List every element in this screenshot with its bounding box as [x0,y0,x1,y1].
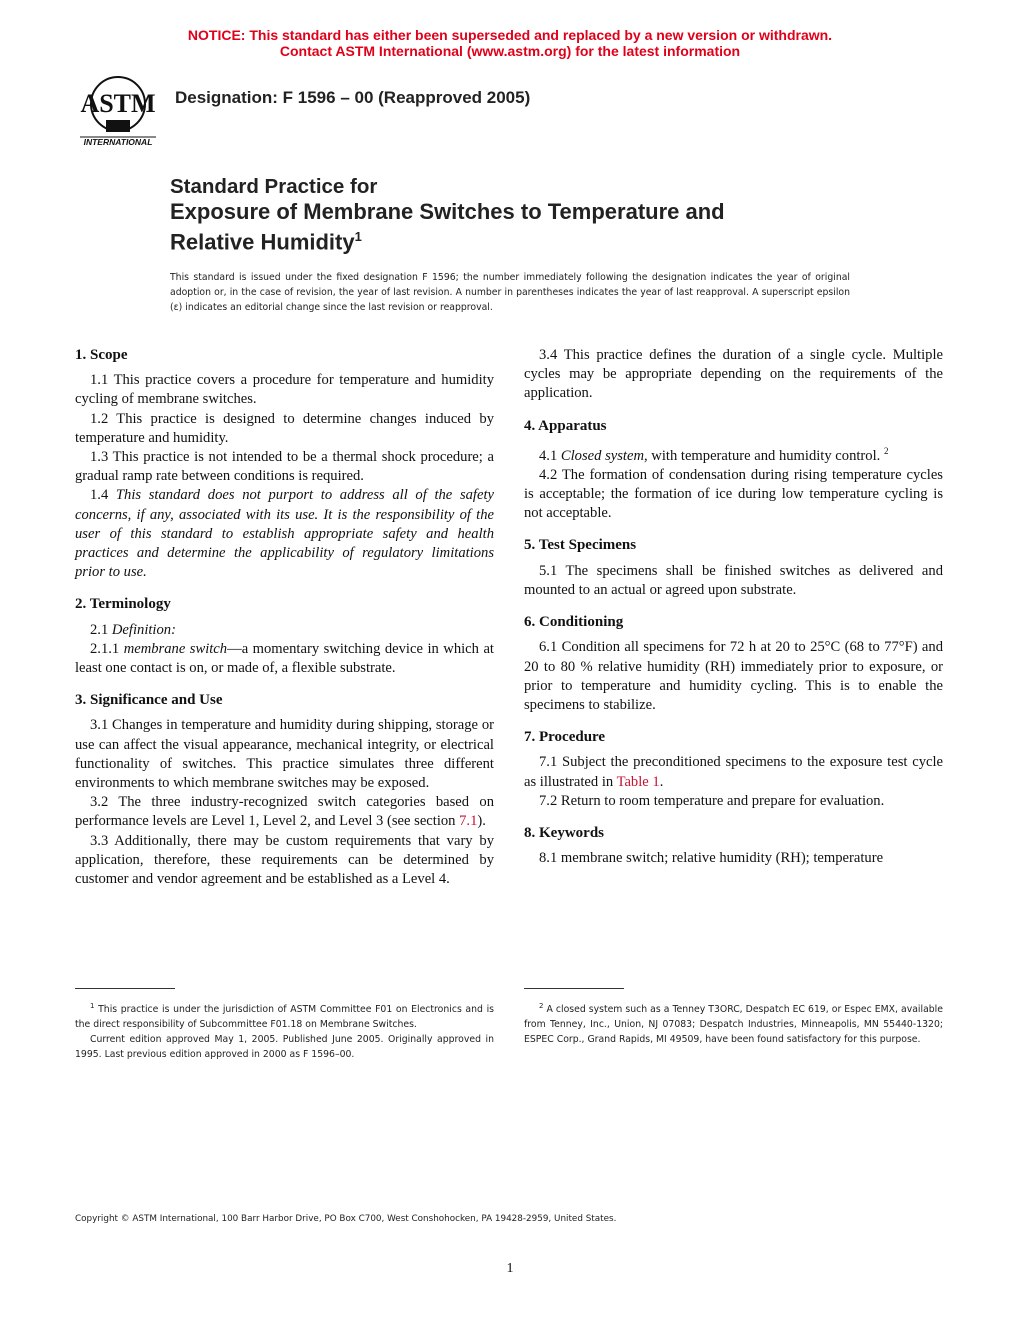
text-run: 1.3 This practice is not intended to be a thermal shock procedure; a gradual ramp rate between conditions is required. [75,449,494,485]
document-title [170,174,725,254]
text-run: 2.1 [90,621,112,638]
footnote-mark: 1 [90,1002,95,1010]
text-run: —a momentary switching device in which at least one contact is on, or made of, a flexible substrate. [75,640,494,677]
text-run: 4.2 The formation of condensation during rising temperature cycles is acceptable; the formation of ice during low temperature cycling is not acceptable. [524,466,943,522]
paragraph [75,640,494,678]
paragraph [75,448,494,486]
title-line-1: Standard Practice for [170,175,378,198]
page-number: 1 [506,1261,514,1276]
text-run: Definition: [111,621,176,638]
text-run: 4.1 [539,447,561,464]
footnote-text: This practice is under the jurisdiction of ASTM Committee F01 on Electronics and is the direct responsibility of Subcommittee F01.18 on Membrane Switches. [75,1004,494,1031]
text-run: 1.4 [90,487,116,504]
text-run: . [659,773,664,790]
section-heading: 1. Scope [75,347,128,363]
footnote-2 [524,999,943,1047]
title-footnote-mark[interactable]: 1 [354,229,362,244]
notice-line-1: NOTICE: This standard has either been superseded and replaced by a new version or withdrawn. [187,27,833,43]
paragraph [524,849,943,868]
section-heading: 8. Keywords [524,824,604,841]
section-heading: 3. Significance and Use [75,692,223,709]
copyright: Copyright © ASTM International, 100 Barr Harbor Drive, PO Box C700, West Conshohocken, PA 19428-2959, United States. [75,1214,617,1224]
paragraph [524,466,943,524]
cross-reference-link[interactable]: Table 1 [616,773,660,790]
text-run: 8.1 membrane switch; relative humidity (RH); temperature [539,850,884,867]
paragraph [75,832,494,890]
cross-reference-link[interactable]: 7.1 [459,813,478,830]
paragraph [75,621,494,640]
text-run: 7.1 Subject the preconditioned specimens to the exposure test cycle as illustrated in [524,754,943,790]
text-run: ). [477,813,486,830]
right-column [524,346,943,868]
section-heading: 4. Apparatus [524,417,607,434]
issued-note: This standard is issued under the fixed designation F 1596; the number immediately following the designation indicates the year of original adoption or, in the case of revision, the year of last revision. A number in parentheses indicates the year of last reapproval. A superscript epsilon (ε) indicates an editorial change since the last revision or reapproval. [170,272,850,313]
paragraph [75,716,494,793]
text-run: 1.1 This practice covers a procedure for temperature and humidity cycling of membrane switches. [75,372,494,408]
paragraph [75,486,494,582]
text-run: 3.4 This practice defines the duration of a single cycle. Multiple cycles may be appropriate depending on the requirements of the application. [524,347,943,402]
text-run: 7.2 Return to room temperature and prepare for evaluation. [539,792,885,809]
paragraph [75,371,494,409]
title-line-2: Exposure of Membrane Switches to Temperature and [170,199,725,224]
svg-text:ASTM: ASTM [80,89,156,118]
paragraph [524,562,943,600]
notice-line-2[interactable]: Contact ASTM International (www.astm.org) for the latest information [279,43,741,59]
footnote-ref[interactable]: 2 [883,445,889,456]
text-run: This standard does not purport to address all of the safety concerns, if any, associated with its use. It is the responsibility of the user of this standard to establish appropriate safety and health practices and determine the applicability of regulatory limitations prior to use. [75,487,494,581]
text-run: , with temperature and humidity control. [644,447,884,464]
footnote-divider [75,988,175,989]
paragraph [524,638,943,715]
paragraph [524,792,943,811]
footnote-mark: 2 [539,1002,544,1010]
text-run: membrane switch [123,640,228,657]
paragraph [75,793,494,831]
text-run: 3.2 The three industry-recognized switch categories based on performance levels are Level 1, Level 2, and Level 3 (see section [75,794,494,830]
section-heading: 2. Terminology [75,596,171,613]
text-run: 5.1 The specimens shall be finished switches as delivered and mounted to an actual or agreed upon substrate. [524,562,943,598]
paragraph [75,410,494,448]
paragraph [524,442,943,466]
designation: Designation: F 1596 – 00 (Reapproved 2005) [175,88,531,107]
supersede-notice [0,27,1020,59]
text-run: Closed system [560,447,644,464]
section-heading: 5. Test Specimens [524,537,637,554]
paragraph [524,753,943,791]
section-heading: 7. Procedure [524,729,606,746]
paragraph [524,346,943,404]
footnote-1 [75,999,494,1062]
title-line-3 [170,224,725,254]
svg-text:INTERNATIONAL: INTERNATIONAL [83,137,153,147]
footnote-1-p1 [75,999,494,1032]
text-run: 3.3 Additionally, there may be custom requirements that vary by application, therefore, these requirements can be determined by customer and vendor agreement and be established as a Level 4. [75,832,494,888]
astm-logo [76,74,160,148]
title-line-3-text: Relative Humidity [170,229,355,255]
footnote-1-p2: Current edition approved May 1, 2005. Published June 2005. Originally approved in 1995. Last previous edition approved in 2000 as F 1596–00. [75,1034,494,1061]
left-column [75,346,494,889]
footnote-divider [524,988,624,989]
footnote-2-p1 [524,999,943,1047]
text-run: 2.1.1 [90,640,124,657]
text-run: 1.2 This practice is designed to determine changes induced by temperature and humidity. [75,410,494,446]
footnote-text: A closed system such as a Tenney T3ORC, Despatch EC 619, or Espec EMX, available from Tenney, Inc., Union, NJ 07083; Despatch Industries, Minneapolis, MN 55440-1320; ESPEC Corp., Grand Rapids, MI 49509, have been found satisfactory for this purpose. [524,1004,943,1046]
text-run: 3.1 Changes in temperature and humidity during shipping, storage or use can affect the visual appearance, mechanical integrity, or electrical functionality of switches. This practice simulates three different environments to which membrane switches may be exposed. [75,717,494,792]
section-heading: 6. Conditioning [524,614,624,631]
text-run: 6.1 Condition all specimens for 72 h at 20 to 25°C (68 to 77°F) and 20 to 80 % relative humidity (RH) immediately prior to exposure, or prior to temperature and humidity cycling. This is to enable the specimens to stabilize. [524,639,943,713]
